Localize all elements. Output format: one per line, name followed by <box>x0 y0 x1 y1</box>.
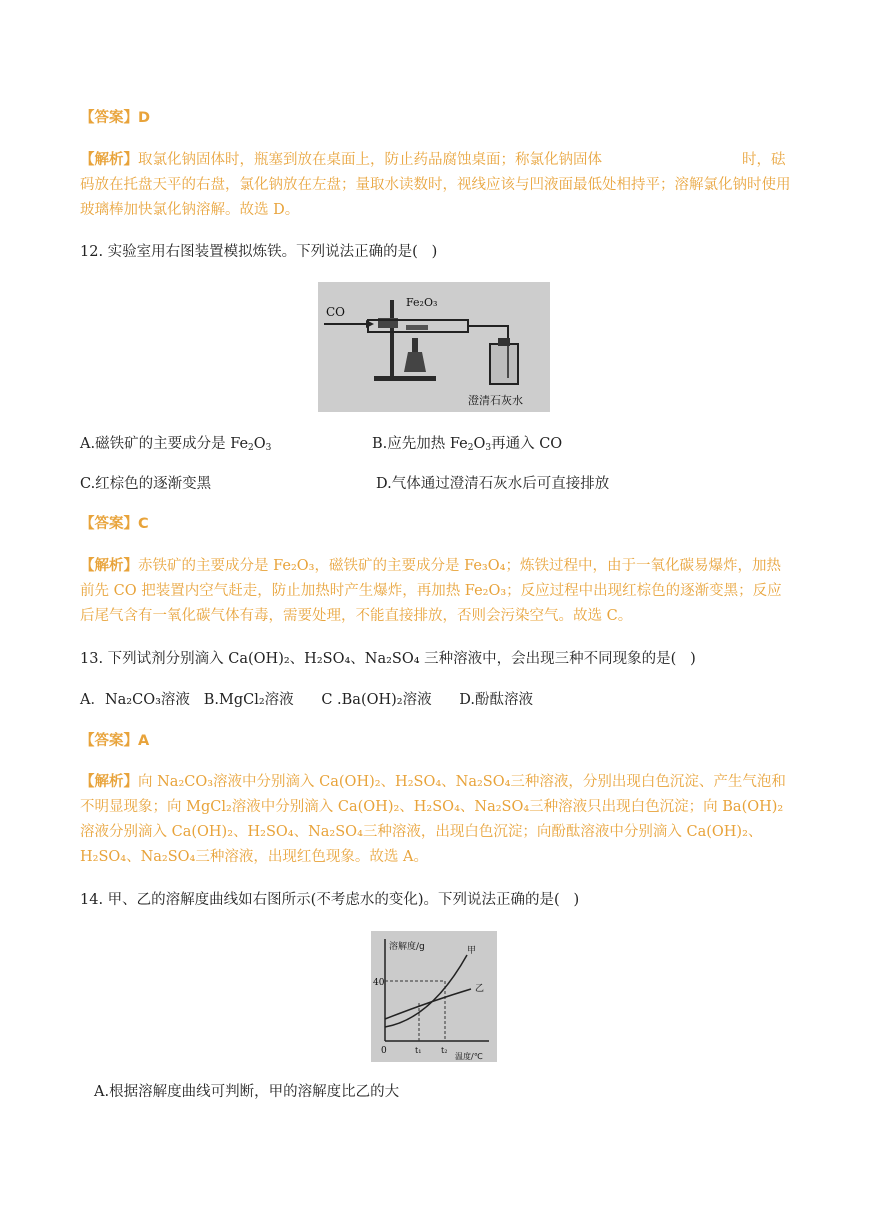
option-a-sub1: 2 <box>248 443 254 453</box>
option-a <box>80 433 271 455</box>
solubility-curve-figure <box>371 931 497 1062</box>
tick-40: 40 <box>373 978 385 988</box>
answer-line <box>80 512 792 537</box>
explanation-tag: 【解析】 <box>80 558 138 574</box>
option-b <box>372 433 562 455</box>
curve-yi-label: 乙 <box>475 984 485 994</box>
question-stem: 14. 甲、乙的溶解度曲线如右图所示(不考虑水的变化)。下列说法正确的是( ) <box>80 892 580 908</box>
t2-label: t₂ <box>441 1046 448 1055</box>
option-d: D.气体通过澄清石灰水后可直接排放 <box>376 476 610 492</box>
fe2o3-label: Fe₂O₃ <box>406 296 438 309</box>
curve-jia-label: 甲 <box>467 946 477 956</box>
answer-tag: 【答案】 <box>80 733 138 749</box>
option-a-sub2: 3 <box>265 443 272 453</box>
answer-line <box>80 106 792 131</box>
x-axis-label: 温度/℃ <box>455 1052 483 1061</box>
explanation-tag: 【解析】 <box>80 774 138 790</box>
answer-tag: 【答案】 <box>80 110 138 126</box>
answer-value: D <box>138 110 151 126</box>
option-b-text: B.应先加热 Fe <box>372 436 468 452</box>
explanation-tag: 【解析】 <box>80 152 138 168</box>
option-b-tail: 再通入 CO <box>491 436 563 452</box>
co-label: CO <box>326 305 346 319</box>
y-axis-label: 溶解度/g <box>389 942 425 952</box>
option-b-sub1: 2 <box>467 443 474 453</box>
t1-label: t₁ <box>415 1046 422 1055</box>
option-c: C.红棕色的逐渐变黑 <box>80 476 212 492</box>
explanation-text: 赤铁矿的主要成分是 Fe₂O₃，磁铁矿的主要成分是 Fe₃O₄；炼铁过程中，由于一氧化碳易爆炸，加热前先 CO 把装置内空气赶走，防止加热时产生爆炸，再加热 Fe₂O₃；反应过程中出现红棕色的逐渐变黑；反应后尾气含有一氧化碳气体有毒，需要处理，不能直接排放，否则会污染空气。故选 C。 <box>80 558 782 624</box>
option-a-mid: O <box>253 436 266 452</box>
explanation-text-part1: 取氯化钠固体时，瓶塞到放在桌面上，防止药品腐蚀桌面；称氯化钠固体 <box>138 152 602 168</box>
ironmaking-apparatus-figure <box>318 282 550 412</box>
solubility-drawing <box>371 931 497 1062</box>
option-a: A.根据溶解度曲线可判断，甲的溶解度比乙的大 <box>94 1084 400 1100</box>
answer-tag: 【答案】 <box>80 516 138 532</box>
option-b-sub2: 3 <box>485 443 492 453</box>
explanation-text: 向 Na₂CO₃溶液中分别滴入 Ca(OH)₂、H₂SO₄、Na₂SO₄三种溶液，分别出现白色沉淀、产生气泡和不明显现象；向 MgCl₂溶液中分别滴入 Ca(OH)₂、H₂SO₄、Na₂SO₄三种溶液只出现白色沉淀；向 Ba(OH)₂溶液分别滴入 Ca(OH)₂、H₂SO₄、Na₂SO₄三种溶液，出现白色沉淀；向酚酞溶液中分别滴入 Ca(OH)₂、H₂SO₄、Na₂SO₄三种溶液，出现红色现象。故选 A。 <box>80 774 786 865</box>
answer-value: A <box>138 733 150 749</box>
answer-line <box>80 729 792 754</box>
question-stem: 12. 实验室用右图装置模拟炼铁。下列说法正确的是( ) <box>80 244 438 260</box>
limewater-label: 澄清石灰水 <box>468 394 523 407</box>
option-a-text: A.磁铁矿的主要成分是 Fe <box>80 436 249 452</box>
explanation <box>80 770 792 870</box>
origin-label: 0 <box>381 1046 387 1056</box>
question-stem: 13. 下列试剂分别滴入 Ca(OH)₂、H₂SO₄、Na₂SO₄ 三种溶液中，会出现三种不同现象的是( ) <box>80 651 696 667</box>
explanation <box>80 148 792 223</box>
options-line: A．Na₂CO₃溶液 B.MgCl₂溶液 C .Ba(OH)₂溶液 D.酚酞溶液 <box>80 692 533 708</box>
explanation <box>80 554 792 629</box>
option-b-mid: O <box>473 436 486 452</box>
answer-value: C <box>138 516 149 532</box>
explanation-text-part2: 时，砝码放在托盘天平的右盘，氯化钠放在左盘；量取水读数时，视线应该与凹液面最低处相持平；溶解氯化钠时使用玻璃棒加快氯化钠溶解。故选 D。 <box>80 152 791 218</box>
apparatus-drawing <box>318 282 550 412</box>
